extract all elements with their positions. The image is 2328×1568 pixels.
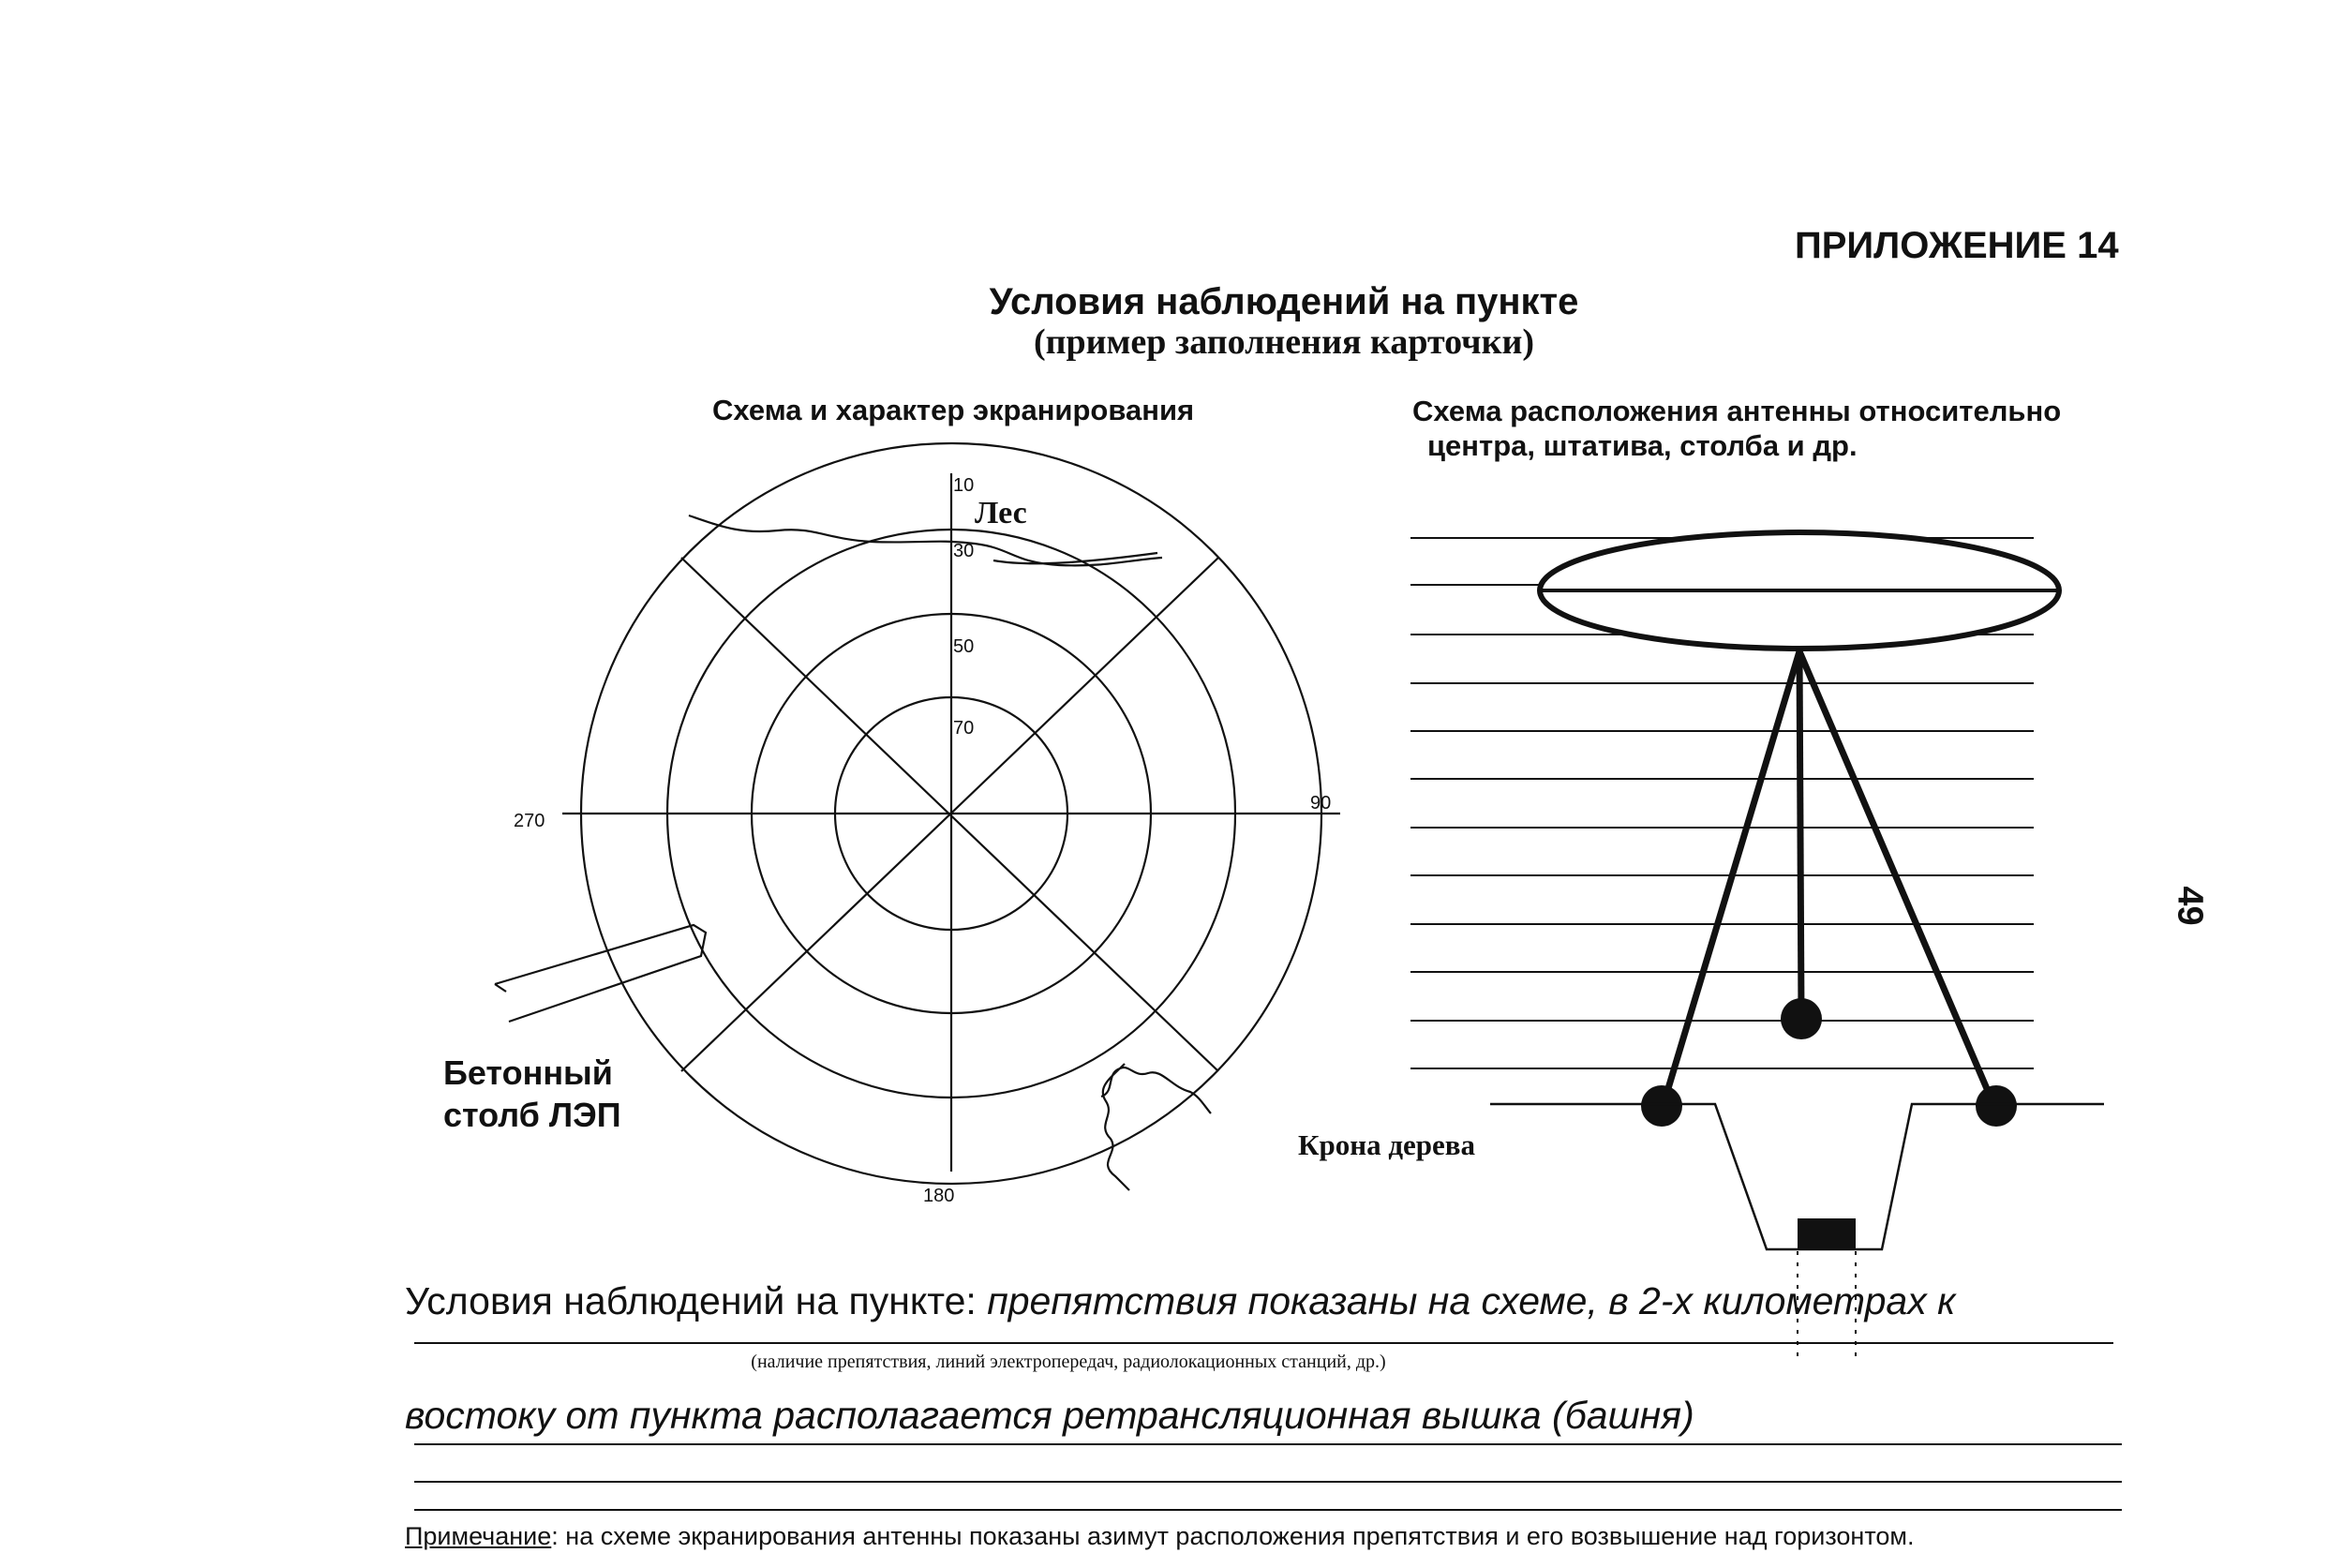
tree-crown-label: Крона дерева bbox=[1298, 1128, 1476, 1161]
center-plumb-bob bbox=[1781, 998, 1822, 1039]
antenna-scheme-heading-line2: центра, штатива, столба и др. bbox=[1427, 429, 1858, 462]
tripod-foot-left bbox=[1641, 1085, 1682, 1127]
azimuth-label-west: 270 bbox=[514, 811, 545, 831]
conditions-underline-2 bbox=[414, 1443, 2122, 1445]
note bbox=[405, 1522, 1914, 1551]
azimuth-label-east: 90 bbox=[1310, 793, 1332, 814]
azimuth-label-south: 180 bbox=[923, 1186, 955, 1206]
elevation-label-10: 10 bbox=[953, 475, 975, 496]
elevation-label-70: 70 bbox=[953, 718, 975, 739]
page-number: 49 bbox=[2170, 886, 2210, 926]
shielding-scheme-heading: Схема и характер экранирования bbox=[712, 394, 1195, 426]
tripod-foot-right bbox=[1976, 1085, 2017, 1127]
tripod bbox=[1664, 651, 1993, 1104]
tree-crown-outline bbox=[1101, 1064, 1211, 1190]
forest-label: Лес bbox=[975, 496, 1027, 530]
conditions-value-line1: препятствия показаны на схеме, в 2-х километрах к bbox=[987, 1279, 1956, 1322]
pole-label-line2: столб ЛЭП bbox=[443, 1096, 621, 1134]
elevation-label-50: 50 bbox=[953, 636, 975, 657]
forest-outline bbox=[689, 515, 1162, 565]
page-subtitle: (пример заполнения карточки) bbox=[1033, 322, 1535, 362]
conditions-label: Условия наблюдений на пункте: bbox=[405, 1279, 977, 1322]
page-title: Условия наблюдений на пункте bbox=[989, 281, 1579, 322]
pole-outline bbox=[495, 925, 706, 1022]
conditions-underline-3 bbox=[414, 1481, 2122, 1483]
conditions-value-line2: востоку от пункта располагается ретрансляционная вышка (башня) bbox=[405, 1394, 1694, 1437]
conditions-hint: (наличие препятствия, линий электропередач, радиолокационных станций, др.) bbox=[751, 1351, 1386, 1372]
pole-label-line1: Бетонный bbox=[443, 1053, 613, 1092]
note-text: : на схеме экранирования антенны показаны азимут расположения препятствия и его возвышение над горизонтом. bbox=[551, 1522, 1915, 1550]
conditions-underline-4 bbox=[414, 1509, 2122, 1511]
ground-pit bbox=[1490, 1104, 2104, 1249]
antenna-scheme-heading-line1: Схема расположения антенны относительно bbox=[1412, 395, 2062, 427]
center-mark bbox=[1798, 1218, 1856, 1249]
conditions-underline-1 bbox=[414, 1342, 2113, 1344]
conditions-line1 bbox=[405, 1279, 1955, 1323]
elevation-label-30: 30 bbox=[953, 541, 975, 561]
appendix-label: ПРИЛОЖЕНИЕ 14 bbox=[1795, 225, 2119, 266]
note-label: Примечание bbox=[405, 1522, 552, 1550]
